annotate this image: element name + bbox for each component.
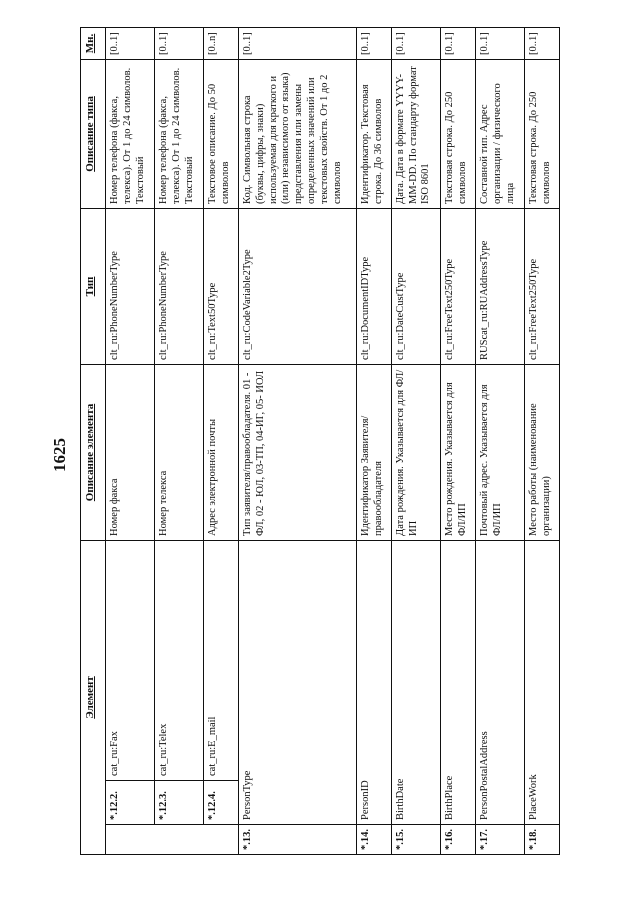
element-name: cat_ru:Fax — [106, 540, 155, 780]
type-description: Текстовое описание. До 50 символов — [203, 59, 238, 208]
element-name: BirthDate — [391, 540, 440, 824]
element-description: Идентификатор Заявителя/правообладателя — [356, 364, 391, 540]
element-name: PersonType — [238, 540, 356, 824]
type-description: Текстовая строка. До 250 символов — [440, 59, 475, 208]
element-description: Адрес электронной почты — [203, 364, 238, 540]
header-type: Тип — [81, 208, 106, 364]
row-index: *.12.2. — [106, 781, 155, 825]
page-number: 1625 — [50, 438, 69, 472]
table-row — [475, 27, 524, 854]
indent-cell — [154, 825, 203, 855]
multiplicity: [0..n] — [203, 27, 238, 59]
table-body — [106, 27, 560, 854]
element-name: BirthPlace — [440, 540, 475, 824]
table-row — [203, 27, 238, 854]
element-description: Место работы (наименование организации) — [524, 364, 559, 540]
table-row — [356, 27, 391, 854]
type-description: Номер телефона (факса, телекса). От 1 до 24 символов. Текстовый — [106, 59, 155, 208]
type-description: Номер телефона (факса, телекса). От 1 до 24 символов. Текстовый — [154, 59, 203, 208]
element-description: Номер факса — [106, 364, 155, 540]
indent-cell — [203, 825, 238, 855]
type-name: RUScat_ru:RUAddressType — [475, 208, 524, 364]
type-name: clt_ru:Text50Type — [203, 208, 238, 364]
multiplicity: [0..1] — [524, 27, 559, 59]
type-name: clt_ru:FreeText250Type — [524, 208, 559, 364]
table-row — [154, 27, 203, 854]
row-index: *.12.3. — [154, 781, 203, 825]
element-name: PersonID — [356, 540, 391, 824]
table-row — [524, 27, 559, 854]
type-description: Дата. Дата в формате YYYY-MM-DD. По стандарту формат ISO 8601 — [391, 59, 440, 208]
multiplicity: [0..1] — [238, 27, 356, 59]
multiplicity: [0..1] — [440, 27, 475, 59]
type-name: clt_ru:PhoneNumberType — [154, 208, 203, 364]
table-row — [391, 27, 440, 854]
type-description: Код. Символьная строка (буквы, цифры, знаки) используемая для краткого и (или) независимого от языка) представления или замены определенных значений или текстовых свойств. От 1 до 2 символов — [238, 59, 356, 208]
multiplicity: [0..1] — [391, 27, 440, 59]
type-description: Составной тип. Адрес организации / физического лица — [475, 59, 524, 208]
element-name: cat_ru:Telex — [154, 540, 203, 780]
element-description: Тип заявителя/правообладателя. 01 - ФЛ, 02 - ЮЛ, 03-ТП, 04-ИГ, 05- ИОЛ — [238, 364, 356, 540]
row-index: *.14. — [356, 825, 391, 855]
table-row — [238, 27, 356, 854]
type-name: clt_ru:DocumentIDType — [356, 208, 391, 364]
row-index: *.16. — [440, 825, 475, 855]
indent-cell — [106, 825, 155, 855]
row-index: *.15. — [391, 825, 440, 855]
type-description: Идентификатор. Текстовая строка. До 36 символов — [356, 59, 391, 208]
scan-edge — [0, 0, 12, 905]
element-description: Номер телекса — [154, 364, 203, 540]
type-name: clt_ru:FreeText250Type — [440, 208, 475, 364]
multiplicity: [0..1] — [154, 27, 203, 59]
row-index: *.12.4. — [203, 781, 238, 825]
element-name: PlaceWork — [524, 540, 559, 824]
table-row — [106, 27, 155, 854]
table-header-row — [81, 27, 106, 854]
element-description: Почтовый адрес. Указывается для ФЛ/ИП — [475, 364, 524, 540]
header-mult: Мн. — [81, 27, 106, 59]
multiplicity: [0..1] — [106, 27, 155, 59]
header-element-desc: Описание элемента — [81, 364, 106, 540]
table-row — [440, 27, 475, 854]
multiplicity: [0..1] — [475, 27, 524, 59]
type-name: clt_ru:DateCustType — [391, 208, 440, 364]
header-element: Элемент — [81, 540, 106, 854]
row-index: *.18. — [524, 825, 559, 855]
multiplicity: [0..1] — [356, 27, 391, 59]
header-type-desc: Описание типа — [81, 59, 106, 208]
element-name: PersonPostalAddress — [475, 540, 524, 824]
row-index: *.13. — [238, 825, 356, 855]
type-description: Текстовая строка. До 250 символов — [524, 59, 559, 208]
type-name: clt_ru:PhoneNumberType — [106, 208, 155, 364]
element-table — [80, 27, 560, 855]
element-description: Место рождения. Указывается для ФЛ/ИП — [440, 364, 475, 540]
element-name: cat_ru:E_mail — [203, 540, 238, 780]
row-index: *.17. — [475, 825, 524, 855]
type-name: clt_ru:CodeVariable2Type — [238, 208, 356, 364]
element-description: Дата рождения. Указывается для ФЛ/ИП — [391, 364, 440, 540]
